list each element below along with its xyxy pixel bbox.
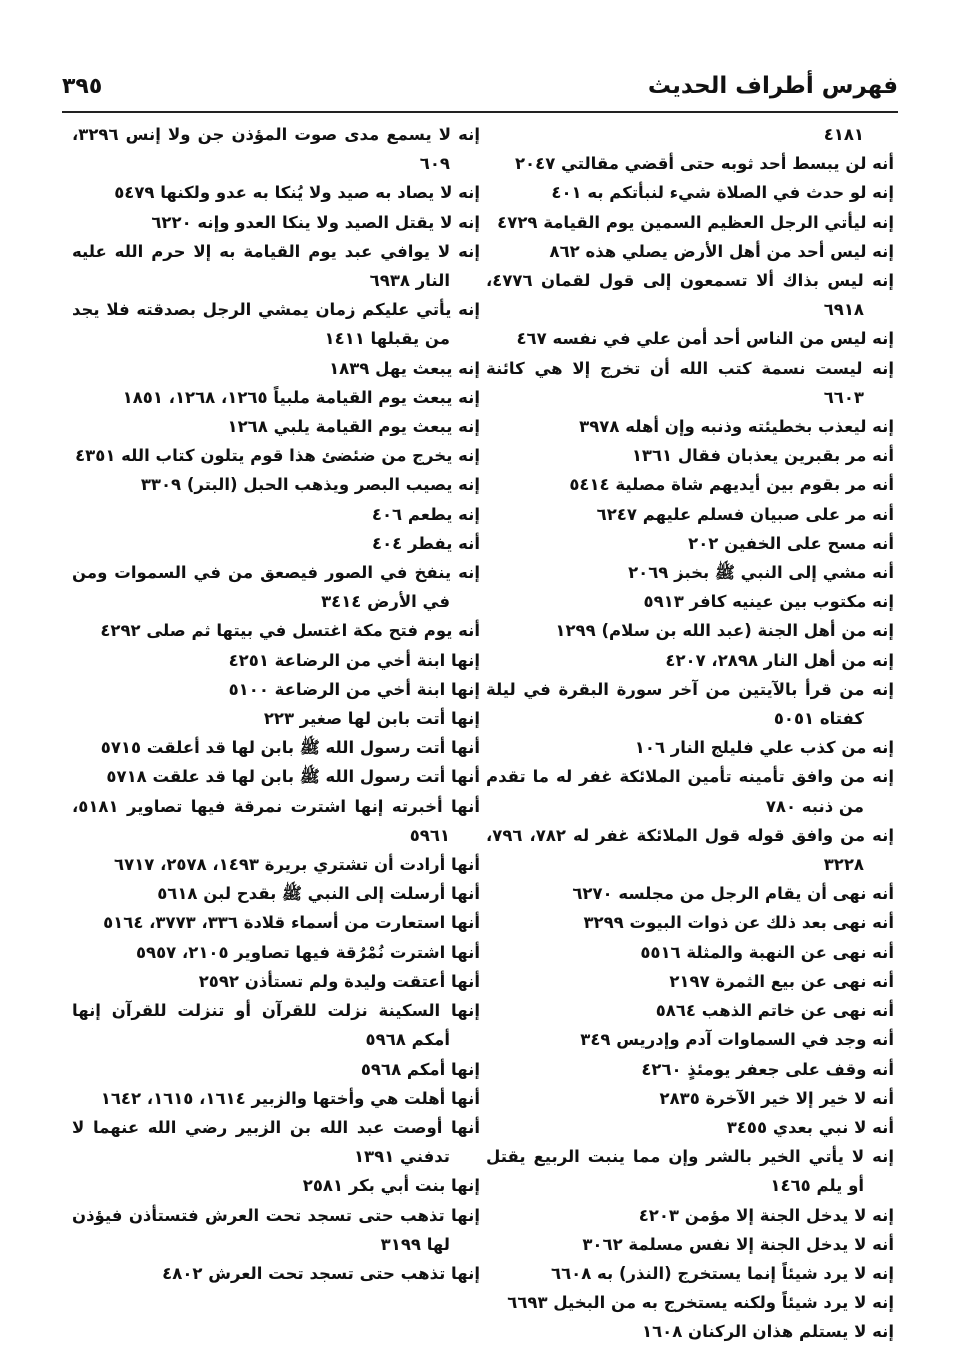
index-entry: إنه ينفخ في الصور فيصعق من في السموات ومن في الأرض ٣٤١٤	[72, 563, 480, 612]
index-entry: أنه وجد في السماوات آدم وإدريس ٣٤٩	[580, 1030, 894, 1050]
index-entry: إنه يبعث يوم القيامة ملبياً ١٢٦٥، ١٢٦٨، ١٨٥١	[122, 387, 480, 407]
right-column	[486, 120, 894, 1347]
index-entry: أنه نهى عن بيع الثمرة ٢١٩٧	[669, 971, 894, 991]
header-rule	[62, 111, 898, 113]
index-entry: إنه لا يوافي عبد يوم القيامة به إلا حرم الله عليه النار ٦٩٣٨	[72, 241, 480, 291]
index-entry: أنه مشي إلى النبي ﷺ بخبز ٢٠٦٩	[628, 563, 894, 583]
index-entry: أنها أتت رسول الله ﷺ بابن لها قد علقت ٥٧١٨	[106, 767, 480, 787]
index-entry: إنها تذهب حتى تسجد تحت العرش ٤٨٠٢	[162, 1263, 480, 1283]
index-entry: أنها أوصت عبد الله بن الزبير رضي الله عنهما لا تدفني ١٣٩١	[72, 1117, 480, 1167]
index-entry: أنه نهى أن يقام الرجل من مجلسه ٦٢٧٠	[572, 884, 894, 904]
index-entry: أنها أعتقت وليدة ولم تستأذن ٢٥٩٢	[198, 971, 480, 991]
index-entry: أنها أرادت أن تشتري بريرة ١٤٩٣، ٢٥٧٨، ٦٧١٧	[114, 855, 480, 875]
index-entry: إنها ابنة أخي من الرضاعة ٥١٠٠	[228, 679, 480, 699]
index-entry: أنه نهى عن النهبة والمثلة ٥٥١٦	[640, 942, 894, 962]
index-entry: إنه يخرج من ضئضئ هذا قوم يتلون كتاب الله ٤٣٥١	[75, 446, 480, 466]
index-entry: أنها أتت رسول الله ﷺ بابن لها قد أعلقت ٥٧١٥	[100, 738, 480, 758]
index-entry: أنه نهى بعد ذلك عن ذوات البيوت ٣٢٩٩	[583, 913, 894, 933]
index-entry: أنه وقف على جعفر يومئذٍ ٤٢٦٠	[641, 1059, 894, 1079]
index-entry: إنها السكينة نزلت للقرآن أو تنزلت للقرآن إنها أمكم ٥٩٦٨	[72, 1001, 480, 1050]
index-entry: إنه من وافق تأمينه تأمين الملائكة غفر له ما تقدم من ذنبه ٧٨٠	[486, 767, 894, 816]
index-entry: أنه يفطر ٤٠٤	[372, 533, 480, 553]
index-entry: إنه ليأتي الرجل العظيم السمين يوم القيامة ٤٧٢٩	[497, 212, 894, 232]
index-entry: إنه يبعث يهل ١٨٣٩	[329, 358, 480, 378]
index-entry: إنه ليعذب بخطيئته وذنبه وإن أهله ٣٩٧٨	[579, 417, 894, 437]
index-entry: إنها بنت أبي بكر ٢٥٨١	[302, 1176, 480, 1196]
index-entry: أنها أرسلت إلى النبي ﷺ بقدح لبن ٥٦١٨	[157, 884, 480, 904]
index-entry: إنه من وافق قوله قول الملائكة غفر له ٧٨٢، ٧٩٦، ٣٢٢٨	[486, 825, 894, 875]
page-header	[62, 68, 898, 104]
index-entry: أنه مر على صبيان فسلم عليهم ٦٢٤٧	[596, 504, 894, 524]
index-entry: إنه من قرأ بالآيتين من آخر سورة البقرة في ليلة كفتاه ٥٠٥١	[486, 679, 894, 729]
index-entry: أنه نهى عن خاتم الذهب ٥٨٦٤	[655, 1001, 894, 1021]
index-entry: أنه مسح على الخفين ٢٠٢	[688, 533, 894, 553]
running-title: فهرس أطراف الحديث	[647, 73, 898, 99]
index-entry: أنه يوم فتح مكة اغتسل في بيتها ثم صلى ٤٢٩٢	[100, 621, 480, 641]
index-entry: إنه لا يدخل الجنة إلا مؤمن ٤٢٠٣	[638, 1205, 894, 1225]
page-number: ٣٩٥	[62, 73, 103, 99]
index-entry: أنه لن يبسط أحد ثوبه حتى أقضي مقالتي ٢٠٤٧	[514, 154, 894, 174]
index-entry: إنها أمكم ٥٩٦٨	[360, 1059, 480, 1079]
index-entry: أنه مر بقوم بين أيديهم شاة مصلية ٥٤١٤	[569, 475, 894, 495]
index-entry: إنه لا يسمع مدى صوت المؤذن جن ولا إنس ٣٢٩٦، ٦٠٩	[72, 125, 480, 174]
index-entry: أنه لا يدخل الجنة إلا نفس مسلمة ٣٠٦٢	[582, 1234, 894, 1254]
index-entry: إنه من أهل الجنة (عبد الله بن سلام) ١٢٩٩	[555, 621, 894, 641]
index-entry: إنه ليس أحد من أهل الأرض يصلي هذه ٨٦٢	[549, 241, 894, 261]
index-entry: أنها أهلت هي وأختها والزبير ١٦١٤، ١٦١٥، ١٦٤٢	[100, 1088, 480, 1108]
index-entry: إنه يصيب البصر ويذهب الحبل (البتر) ٣٣٠٩	[140, 475, 480, 495]
index-entry: إنه لو حدث في الصلاة شيء لنبأتكم به ٤٠١	[551, 183, 894, 203]
index-entry: إنه يأتي عليكم زمان يمشي الرجل بصدقته فلا يجد من يقبلها ١٤١١	[72, 300, 480, 349]
index-entry: إنه مكتوب بين عينيه كافر ٥٩١٣	[643, 592, 894, 612]
index-entry: إنه من كذب علي فليلج النار ١٠٦	[634, 738, 894, 758]
index-entry: أنها استعارت من أسماء قلادة ٣٣٦، ٣٧٧٣، ٥١٦٤	[103, 913, 480, 933]
index-entry: إنها تذهب حتى تسجد تحت العرش فتستأذن فيؤذن لها ٣١٩٩	[72, 1205, 480, 1254]
index-entry: إنها أتت بابن لها صغير ٢٢٣	[263, 709, 480, 729]
index-entry: أنه مر بقبرين يعذبان فقال ١٣٦١	[631, 446, 894, 466]
index-entry: أنها أخبرته إنها اشترت نمرقة فيها تصاوير ٥١٨١، ٥٩٦١	[72, 796, 480, 845]
index-entry: إنه لا يأتي الخير بالشر وإن مما ينبت الربيع يقتل أو يلم ١٤٦٥	[486, 1147, 894, 1196]
index-entry: إنه يبعث يوم القيامة يلبي ١٢٦٨	[227, 417, 480, 437]
index-entry: إنه لا يستلم هذان الركنان ١٦٠٨	[642, 1322, 894, 1342]
index-entry: إنه لا يصاد به صيد ولا يُنكا به عدو ولكنها ٥٤٧٩	[114, 183, 480, 203]
index-entry: إنه ليس بذاك ألا تسمعون إلى قول لقمان ٤٧٧٦، ٦٩١٨	[486, 271, 894, 320]
index-entry: إنه يطعم ٤٠٦	[371, 504, 480, 524]
index-entry: إنه من أهل النار ٢٨٩٨، ٤٢٠٧	[665, 650, 894, 670]
index-entry: أنها اشترت نُمْرُقة فيها تصاوير ٢١٠٥، ٥٩٥٧	[135, 942, 480, 962]
index-entry: أنه لا نبي بعدي ٣٤٥٥	[726, 1117, 894, 1137]
index-entry: إنها ابنة أخي من الرضاعة ٤٢٥١	[228, 650, 480, 670]
index-entry: إنه لا يرد شيئاً ولكنه يستخرج به من البخيل ٦٦٩٣	[507, 1293, 894, 1313]
left-column	[72, 120, 480, 1288]
index-entry: إنه لا يقتل الصيد ولا ينكا العدو وإنه ٦٢٢٠	[151, 212, 480, 232]
index-entry: إنه ليست نسمة كتب الله أن تخرج إلا هي كائنة ٦٦٠٣	[486, 358, 894, 407]
index-entry: ٤١٨١	[823, 125, 864, 144]
index-entry: أنه لا خير إلا خير الآخرة ٢٨٣٥	[659, 1088, 894, 1108]
index-entry: إنه ليس من الناس أحد أمن علي في نفسه ٤٦٧	[516, 329, 894, 349]
index-entry: إنه لا يرد شيئاً إنما يستخرج (النذر) به ٦٦٠٨	[551, 1263, 894, 1283]
